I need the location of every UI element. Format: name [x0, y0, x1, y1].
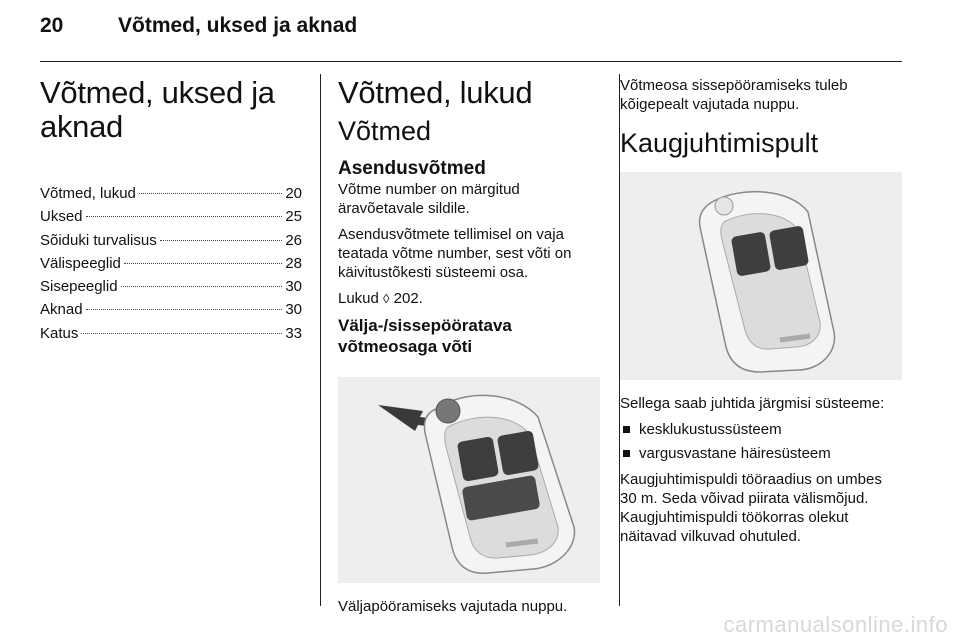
toc-page: 30: [285, 301, 302, 319]
cross-reference[interactable]: [338, 289, 600, 308]
chapter-column: [40, 76, 302, 345]
toc-leader: [86, 216, 283, 217]
toc-page: 33: [285, 324, 302, 342]
toc-entry[interactable]: [40, 229, 302, 252]
toc-page: 20: [285, 185, 302, 202]
remote-bullets: [620, 420, 902, 463]
toc-leader: [86, 309, 283, 310]
toc-label: Välispeeglid: [40, 254, 121, 272]
toc-label: Võtmed, lukud: [40, 185, 136, 202]
chapter-title: Võtmed, uksed ja aknad: [40, 75, 275, 144]
bullet-text: vargusvastane häiresüsteem: [639, 445, 831, 462]
unlock-button: [769, 225, 809, 270]
toc-entry[interactable]: [40, 275, 302, 298]
running-title: Võtmed, uksed ja aknad: [118, 14, 358, 37]
foldable-key-heading: Välja-/sissepööratava võtmeosaga võti: [338, 316, 512, 356]
toc-label: Sisepeeglid: [40, 278, 118, 296]
toc-leader: [124, 263, 282, 264]
foldable-key-illustration: [338, 377, 600, 583]
toc-leader: [160, 240, 283, 241]
key-fold-svg: [338, 377, 600, 583]
remote-range-para: Kaugjuhtimispuldi tööraadius on umbes 30 m. Seda võivad piirata välismõjud. Kaugjuhtimispuldi töökorras olekut näitavad vilkuvad ohutuled.: [620, 471, 882, 545]
section-title: Võtmed, lukud: [338, 75, 533, 110]
lock-button: [457, 436, 499, 482]
table-of-contents: [40, 182, 302, 345]
toc-entry[interactable]: [40, 252, 302, 275]
toc-label: Uksed: [40, 208, 83, 226]
toc-entry[interactable]: [40, 298, 302, 321]
release-button-icon: [715, 197, 733, 215]
bullet-icon: [623, 450, 630, 457]
toc-page: 25: [285, 208, 302, 226]
toc-page: 26: [285, 231, 302, 249]
unlock-button: [497, 430, 539, 476]
list-item: [620, 420, 902, 439]
keys-column: [338, 76, 600, 623]
remote-intro: Sellega saab juhtida järgmisi süsteeme:: [620, 395, 885, 412]
arrow-reference-icon: ◊: [383, 291, 390, 306]
toc-label: Katus: [40, 324, 79, 342]
column-divider-left: [320, 74, 321, 606]
list-item: [620, 444, 902, 463]
toc-entry[interactable]: [40, 205, 302, 228]
toc-entry[interactable]: [40, 182, 302, 205]
bullet-icon: [623, 426, 630, 433]
toc-leader: [139, 193, 282, 194]
foldable-key-caption: Väljapööramiseks vajutada nuppu.: [338, 598, 568, 615]
page-header: [40, 14, 902, 44]
foldable-key-continued: Võtmeosa sissepööramiseks tuleb kõigepealt vajutada nuppu.: [620, 77, 848, 113]
bullet-text: kesklukustussüsteem: [639, 421, 782, 438]
subsection-title: Võtmed: [338, 116, 432, 146]
header-rule: [40, 61, 902, 62]
toc-label: Aknad: [40, 301, 83, 319]
spare-keys-para1: Võtme number on märgitud äravõetavale sildile.: [338, 181, 520, 217]
lock-button: [731, 231, 771, 276]
remote-svg: [620, 172, 902, 380]
toc-leader: [121, 286, 283, 287]
release-button-icon: [436, 399, 460, 423]
toc-page: 28: [285, 254, 302, 272]
ref-page: 202.: [393, 290, 423, 307]
toc-page: 30: [285, 278, 302, 296]
spare-keys-para2: Asendusvõtmete tellimisel on vaja teatada võtme number, sest võti on käivitustõkesti süsteemi osa.: [338, 226, 572, 281]
ref-text: Lukud: [338, 290, 379, 307]
watermark: carmanualsonline.info: [723, 612, 948, 637]
spare-keys-heading: Asendusvõtmed: [338, 158, 486, 179]
toc-entry[interactable]: [40, 322, 302, 345]
page-number: 20: [40, 14, 64, 37]
remote-illustration: [620, 172, 902, 380]
remote-column: [620, 76, 902, 553]
remote-heading: Kaugjuhtimispult: [620, 128, 819, 158]
toc-label: Sõiduki turvalisus: [40, 231, 157, 249]
toc-leader: [81, 333, 282, 334]
